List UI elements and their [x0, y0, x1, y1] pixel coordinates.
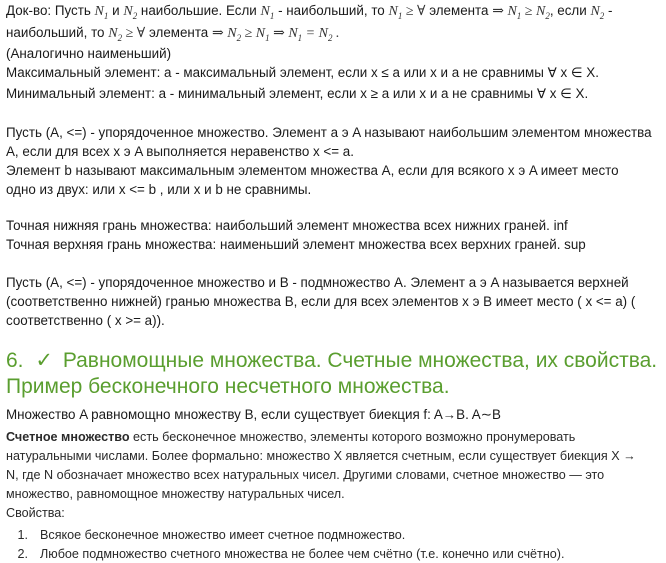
countable-p1: [6, 428, 575, 446]
proof-line-1: [6, 2, 613, 25]
proof-text: -: [608, 3, 613, 18]
countable-p4: множество, равномощное множеству натуральных чисел.: [6, 487, 345, 501]
proof-text: , если: [549, 3, 587, 18]
proof-text: элемента: [429, 3, 489, 18]
property-item: [6, 526, 405, 544]
property-item: [6, 545, 564, 563]
section-6-heading: [6, 348, 657, 374]
properties-label: Свойства:: [6, 506, 65, 520]
upper-p1: Пусть (A, <=) - упорядоченное множество и B - подмножество A. Элемент a э A называется верхней: [6, 275, 629, 290]
section-number: 6.: [6, 349, 24, 372]
proof-text: наибольшие. Если: [140, 3, 257, 18]
proof-text: наибольший, то: [6, 25, 105, 40]
math-n2: $N_2$: [590, 4, 605, 21]
math-expr: ⇒ $N_1 \ge N_2$: [492, 4, 550, 21]
math-n1: $N_1$: [260, 4, 275, 21]
math-n1: $N_1$: [94, 4, 109, 21]
greatest-p1: Пусть (A, <=) - упорядоченное множество. Элемент a э A называют наибольшим элементом множества: [6, 125, 652, 140]
proof-text: Док-во: Пусть: [6, 3, 91, 18]
property-text: Всякое бесконечное множество имеет счетное подмножество.: [40, 528, 406, 542]
proof-line-3: (Аналогично наименьший): [6, 46, 172, 61]
countable-p3: N, где N обозначает множество всех натуральных чисел. Другими словами, счетное множество — это: [6, 468, 605, 482]
math-expr: $N_2$ ≥ ∀: [108, 26, 146, 43]
math-expr: $N_1$ ≥ ∀: [388, 4, 426, 21]
math-n2: $N_2$: [123, 4, 138, 21]
greatest-p2: A, если для всех x э A выполняется неравенство x <= a.: [6, 144, 354, 159]
greatest-p4: одно из двух: или x <= b , или x и b не сравнимы.: [6, 182, 312, 197]
checkmark-icon: ✓: [35, 349, 53, 372]
max-element-def: Максимальный элемент: a - максимальный элемент, если x ≤ a или x и a не сравнимы ∀ x ∈ X.: [6, 65, 599, 80]
property-text: Любое подмножество счетного множества не более чем счётно (т.е. конечно или счётно).: [40, 547, 565, 561]
proof-text: элемента: [148, 25, 209, 40]
section-title-line-1: Равномощные множества. Счетные множества, их свойства.: [62, 349, 658, 372]
section-6-heading-2: Пример бесконечного несчетного множества.: [6, 375, 450, 398]
greatest-p3: Элемент b называют максимальным элементом множества A, если для всякого x э A имеет место: [6, 163, 619, 178]
inf-def: Точная нижняя грань множества: наибольший элемент множества всех нижних граней. inf: [6, 218, 568, 233]
upper-p2: (соответственно нижней) гранью множества B, если для всех элементов x э B имеет место ( x <= a) (: [6, 294, 636, 309]
countable-term: Счетное множество: [6, 430, 130, 444]
countable-p2: натуральными числами. Более формально: множество X является счетным, если существует биекция X →: [6, 449, 636, 463]
countable-p1-rest: есть бесконечное множество, элементы которого возможно пронумеровать: [129, 430, 576, 444]
math-expr: ⇒ $N_2 \ge N_1$ ⇒ $N_1 = N_2$ .: [211, 26, 340, 43]
sup-def: Точная верхняя грань множества: наименьший элемент множества всех верхних граней. sup: [6, 237, 586, 252]
equipotent-def: Множество A равномощно множеству B, если существует биекция f: A→B. A∼B: [6, 407, 501, 422]
list-number: 2.: [17, 547, 28, 561]
proof-text: и: [112, 3, 120, 18]
list-number: 1.: [17, 528, 28, 542]
proof-line-2: [6, 24, 339, 47]
upper-p3: соответственно ( x >= a)).: [6, 313, 165, 328]
proof-text: - наибольший, то: [278, 3, 385, 18]
min-element-def: Минимальный элемент: a - минимальный элемент, если x ≥ a или x и a не сравнимы ∀ x ∈ X.: [6, 86, 589, 101]
